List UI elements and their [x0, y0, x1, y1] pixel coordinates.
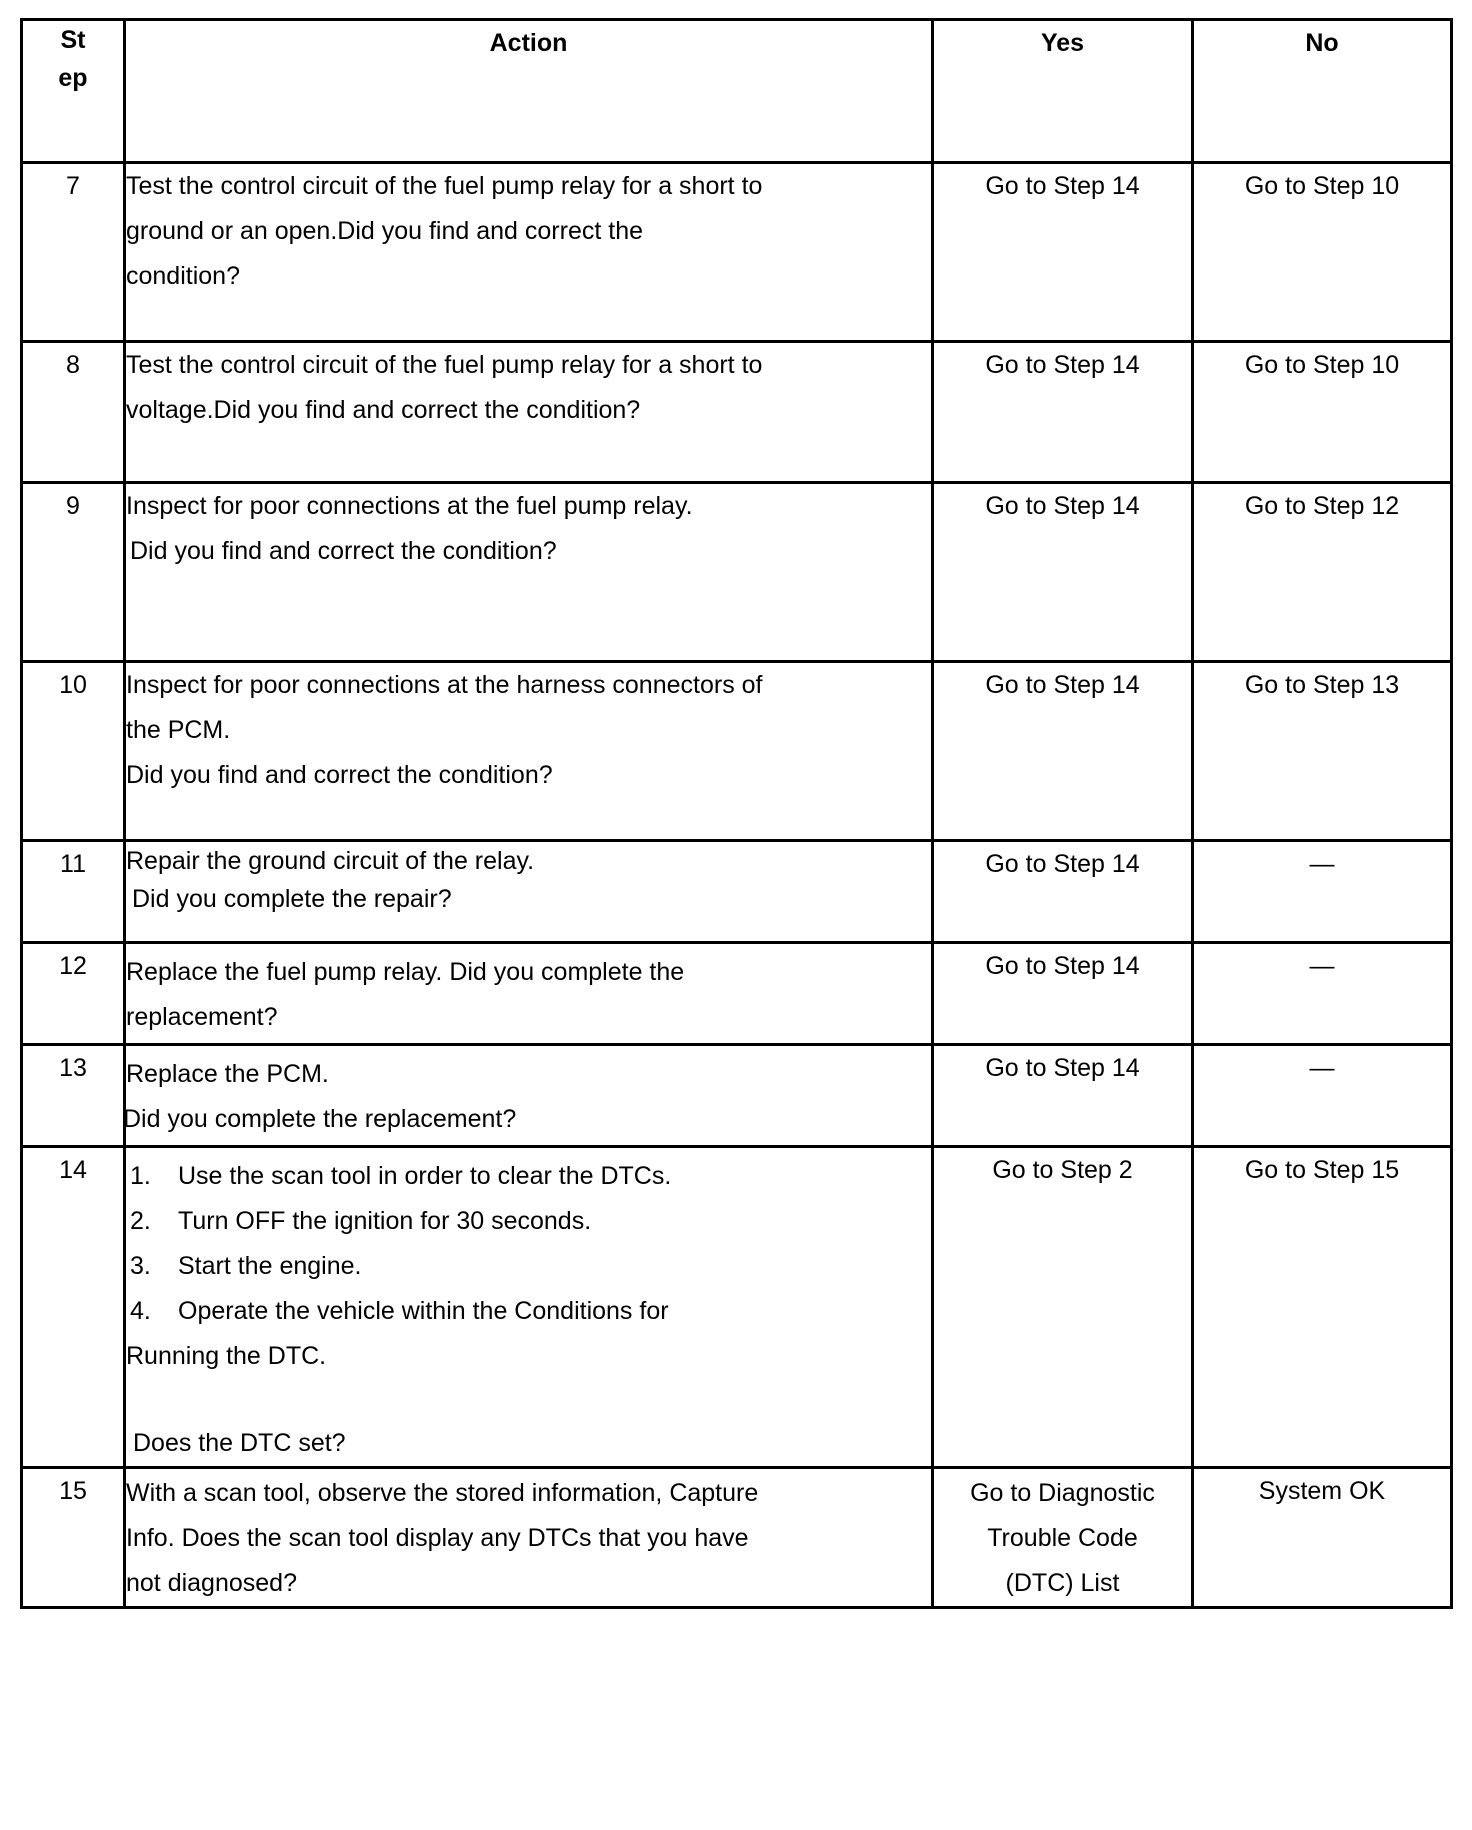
- step-number: 13: [22, 1045, 125, 1147]
- action-line: replacement?: [126, 1003, 278, 1031]
- table-row: [22, 342, 1452, 483]
- no-cell: Go to Step 10: [1193, 163, 1452, 342]
- step-header: St ep: [22, 20, 125, 163]
- step-number: 7: [22, 163, 125, 342]
- yes-line: (DTC) List: [1005, 1569, 1120, 1597]
- action-header: Action: [125, 20, 933, 163]
- yes-cell: Go to Step 14: [933, 662, 1193, 841]
- action-line: Test the control circuit of the fuel pump relay for a short to: [126, 351, 763, 379]
- no-cell: Go to Step 12: [1193, 483, 1452, 662]
- no-cell: Go to Step 13: [1193, 662, 1452, 841]
- no-cell: —: [1193, 943, 1452, 1045]
- yes-header: Yes: [933, 20, 1193, 163]
- no-cell: Go to Step 15: [1193, 1147, 1452, 1468]
- yes-cell: [933, 1468, 1193, 1608]
- list-item: 2. Turn OFF the ignition for 30 seconds.: [130, 1207, 592, 1235]
- action-line: voltage.Did you find and correct the condition?: [126, 396, 641, 424]
- yes-cell: Go to Step 14: [933, 342, 1193, 483]
- action-line: ground or an open.Did you find and correct the: [126, 217, 644, 245]
- yes-line: Trouble Code: [987, 1524, 1138, 1552]
- no-cell: System OK: [1193, 1468, 1452, 1608]
- step-number: 14: [22, 1147, 125, 1468]
- table-row: [22, 1468, 1452, 1608]
- action-question: Does the DTC set?: [133, 1429, 346, 1457]
- step-number: 12: [22, 943, 125, 1045]
- no-header: No: [1193, 20, 1452, 163]
- no-cell: Go to Step 10: [1193, 342, 1452, 483]
- no-cell: —: [1193, 841, 1452, 943]
- yes-cell: Go to Step 14: [933, 163, 1193, 342]
- list-item: 4. Operate the vehicle within the Conditions for: [130, 1297, 669, 1325]
- list-item: 1. Use the scan tool in order to clear the DTCs.: [130, 1162, 672, 1190]
- table-row: [22, 943, 1452, 1045]
- step-number: 11: [22, 841, 125, 943]
- step-number: 9: [22, 483, 125, 662]
- table-row: [22, 163, 1452, 342]
- action-line: Test the control circuit of the fuel pump relay for a short to: [126, 172, 763, 200]
- numbered-list: [126, 1154, 931, 1334]
- action-cell: [125, 1147, 933, 1468]
- diagnostic-table: [20, 18, 1453, 1609]
- yes-cell: Go to Step 14: [933, 483, 1193, 662]
- yes-cell: Go to Step 14: [933, 1045, 1193, 1147]
- action-line: Did you find and correct the condition?: [130, 537, 557, 565]
- list-item: 3. Start the engine.: [130, 1252, 362, 1280]
- yes-cell: Go to Step 14: [933, 841, 1193, 943]
- table-row: [22, 1147, 1452, 1468]
- no-cell: —: [1193, 1045, 1452, 1147]
- step-number: 15: [22, 1468, 125, 1608]
- action-line: Inspect for poor connections at the harness connectors of: [126, 671, 763, 699]
- step-number: 8: [22, 342, 125, 483]
- action-line: With a scan tool, observe the stored information, Capture: [126, 1479, 759, 1507]
- action-cell: [125, 1045, 933, 1147]
- yes-line: Go to Diagnostic: [970, 1479, 1155, 1507]
- action-line: Did you complete the replacement?: [123, 1105, 517, 1133]
- step-number: 10: [22, 662, 125, 841]
- action-line: condition?: [126, 262, 240, 290]
- action-line: Replace the PCM.: [126, 1060, 329, 1088]
- table-row: [22, 1045, 1452, 1147]
- list-continuation: Running the DTC.: [126, 1342, 327, 1370]
- action-line: Replace the fuel pump relay. Did you complete the: [126, 958, 685, 986]
- action-cell: [125, 662, 933, 841]
- table-row: [22, 662, 1452, 841]
- action-cell: [125, 841, 933, 943]
- action-line: not diagnosed?: [126, 1569, 297, 1597]
- action-cell: [125, 483, 933, 662]
- table-row: [22, 841, 1452, 943]
- action-cell: [125, 342, 933, 483]
- action-line: the PCM.: [126, 716, 231, 744]
- yes-cell: Go to Step 2: [933, 1147, 1193, 1468]
- action-line: Info. Does the scan tool display any DTCs that you have: [126, 1524, 749, 1552]
- action-cell: [125, 163, 933, 342]
- action-line: Repair the ground circuit of the relay.: [126, 847, 535, 875]
- action-cell: [125, 943, 933, 1045]
- action-line: Inspect for poor connections at the fuel pump relay.: [126, 492, 693, 520]
- action-cell: [125, 1468, 933, 1608]
- action-line: Did you complete the repair?: [132, 885, 452, 913]
- action-line: Did you find and correct the condition?: [126, 761, 553, 789]
- table-row: [22, 483, 1452, 662]
- header-row: [22, 20, 1452, 163]
- yes-cell: Go to Step 14: [933, 943, 1193, 1045]
